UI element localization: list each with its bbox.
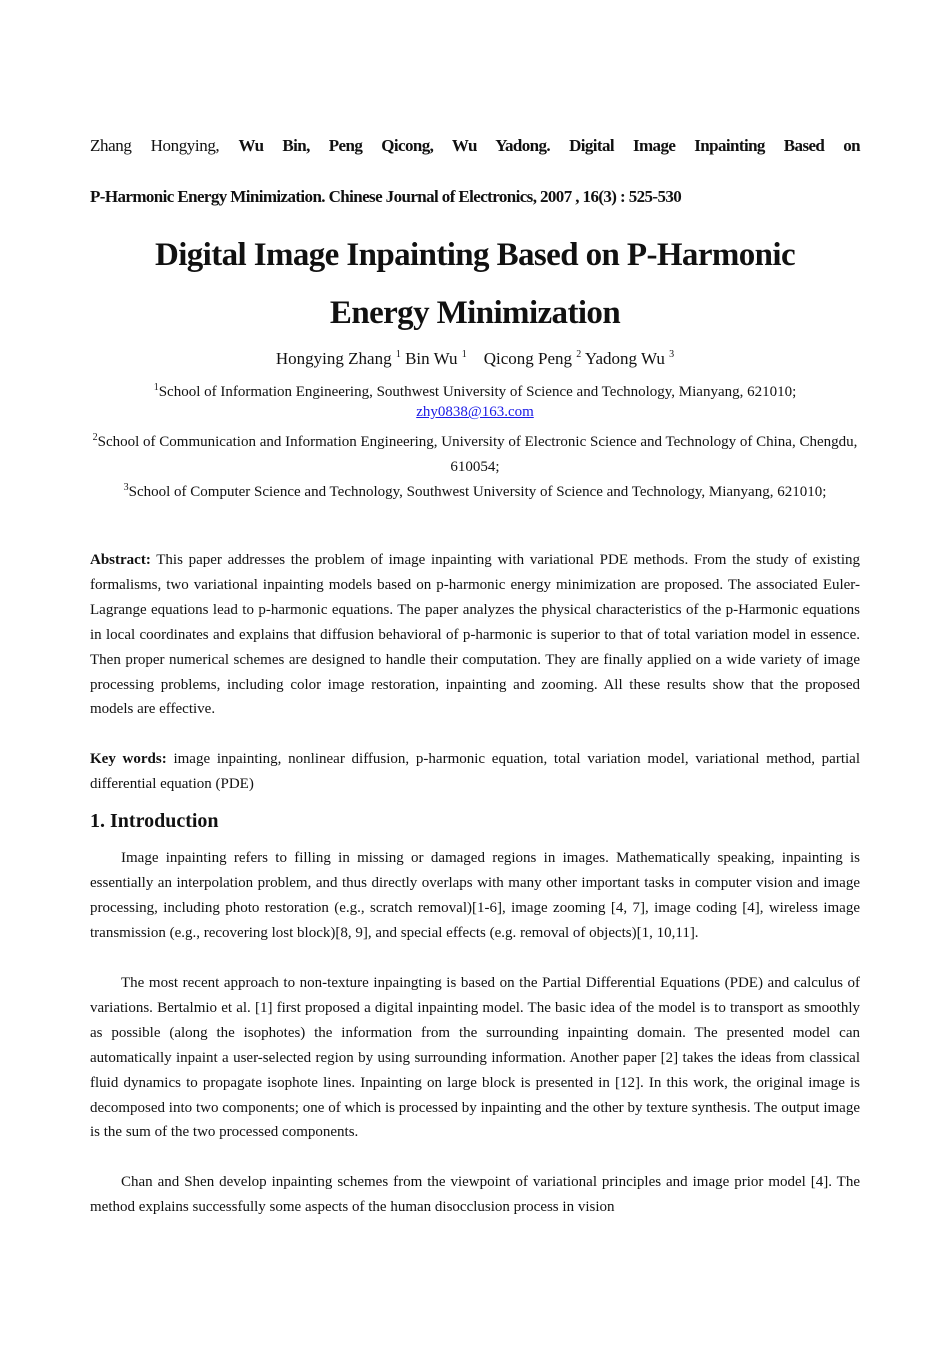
body-paragraph: The most recent approach to non-texture inpaingting is based on the Partial Differential Equations (PDE) and calculus of variations. Bertalmio et al. [1] first proposed a digital inpainting model. The basic idea of the model is to transport as smoothly as possible (along the isophotes) the information from the surrounding inpainting domain. The presented model can automatically inpaint a user-selected region by using surrounding information. Another paper [2] takes the ideas from classical fluid dynamics to propagate isophote lines. Inpainting on large block is presented in [12]. In this work, the original image is decomposed into two components; one of which is processed by inpainting and the other by texture synthesis. The output image is the sum of the two processed components. — [90, 975, 860, 1141]
keywords-text: image inpainting, nonlinear diffusion, p-harmonic equation, total variation model, variational method, partial differential equation (PDE) — [90, 751, 860, 792]
author-affiliation-mark: 3 — [669, 349, 675, 360]
citation-author: Zhang Hongying, — [90, 136, 220, 155]
affiliation-text: School of Computer Science and Technology, Southwest University of Science and Technology, Mianyang, 621010; — [128, 484, 827, 500]
affiliation-mark: 1 — [153, 382, 159, 393]
email-link[interactable]: zhy0838@163.com — [416, 404, 534, 420]
affiliation-text: School of Information Engineering, Southwest University of Science and Technology, Mianyang, 621010; — [158, 384, 797, 400]
abstract — [90, 548, 860, 722]
affiliation-2 — [90, 425, 860, 480]
affiliation-mark: 2 — [92, 432, 98, 443]
affiliation-3 — [90, 475, 860, 505]
keywords — [90, 747, 860, 797]
paper-title-line-2: Energy Minimization — [329, 295, 621, 331]
citation-rest: Wu Bin, Peng Qicong, Wu Yadong. Digital Image Inpainting Based on — [238, 136, 861, 155]
author-name: Yadong Wu — [584, 349, 665, 368]
body-paragraph: Image inpainting refers to filling in missing or damaged regions in images. Mathematically speaking, inpainting is essentially an interpolation problem, and thus directly overlaps with many other important tasks in computer vision and image processing, including photo restoration (e.g., scratch removal)[1-6], image zooming [4, 7], image coding [4], wireless image transmission (e.g., recovering lost block)[8, 9], and special effects (e.g. removal of objects)[1, 10,11]. — [90, 850, 860, 941]
author-affiliation-mark: 1 — [461, 349, 467, 360]
author-name: Hongying Zhang — [275, 349, 392, 368]
affiliation-mark: 3 — [123, 482, 129, 493]
author-name: Qicong Peng — [483, 349, 573, 368]
citation-line-2 — [90, 187, 860, 207]
paper-title-line-1: Digital Image Inpainting Based on P-Harmonic — [154, 237, 796, 273]
keywords-label: Key words: — [90, 751, 167, 767]
author-affiliation-mark: 2 — [576, 349, 582, 360]
citation-line-1 — [90, 136, 860, 156]
abstract-text: This paper addresses the problem of image inpainting with variational PDE methods. From the study of existing formalisms, two variational inpainting models based on p-harmonic energy minimization are proposed. The associated Euler-Lagrange equations lead to p-harmonic equations. The paper analyzes the physical characteristics of the p-Harmonic equations in local coordinates and explains that diffusion behavioral of p-harmonic is superior to that of total variation model in essence. Then proper numerical schemes are designed to handle their computation. They are finally applied on a wide variety of image processing problems, including color image restoration, inpainting and zooming. All these results show that the proposed models are effective. — [90, 552, 861, 718]
citation-journal: P-Harmonic Energy Minimization. Chinese Journal of Electronics, 2007 , 16(3) : 525-530 — [90, 187, 682, 206]
affiliation-text: School of Communication and Information Engineering, University of Electronic Science and Technology of China, Chengdu, 610054; — [97, 434, 858, 475]
body-paragraph: Chan and Shen develop inpainting schemes from the viewpoint of variational principles and image prior model [4]. The method explains successfully some aspects of the human disocclusion process in vision — [90, 1174, 860, 1215]
abstract-label: Abstract: — [90, 552, 151, 568]
section-heading: 1. Introduction — [90, 810, 219, 832]
author-list — [90, 349, 860, 369]
author-name: Bin Wu — [405, 349, 458, 368]
author-affiliation-mark: 1 — [395, 349, 401, 360]
